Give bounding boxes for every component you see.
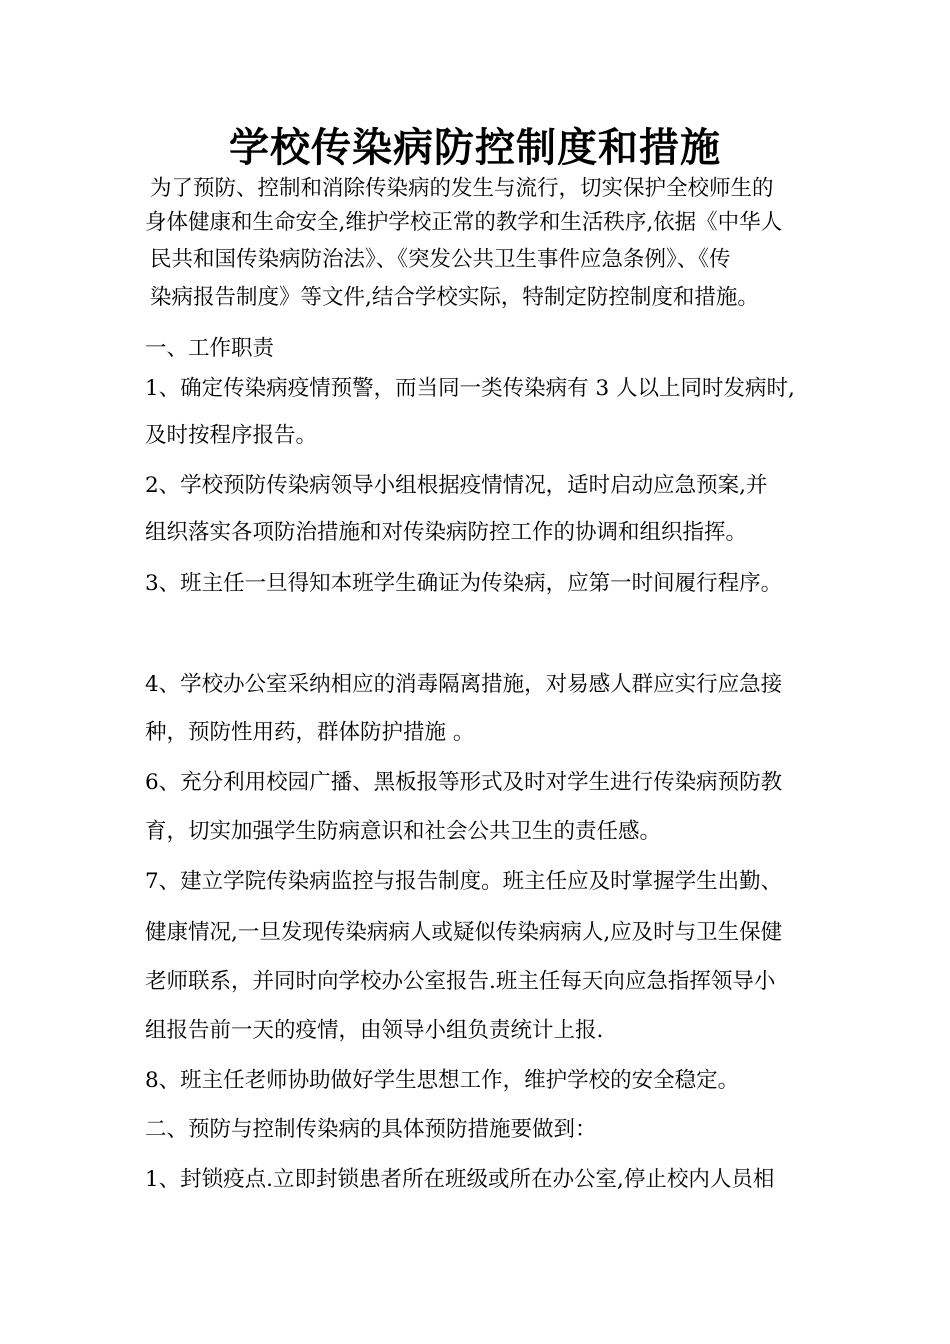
paragraph-line: 3、班主任一旦得知本班学生确证为传染病，应第一时间履行程序。 (145, 571, 783, 596)
paragraph-line: 7、建立学院传染病监控与报告制度。班主任应及时掌握学生出勤、 (145, 869, 783, 894)
intro-line: 民共和国传染病防治法》、《突发公共卫生事件应急条例》、《传 (150, 247, 731, 272)
paragraph-line: 健康情况,一旦发现传染病病人或疑似传染病病人,应及时与卫生保健 (145, 920, 783, 945)
intro-line: 染病报告制度》等文件,结合学校实际，特制定防控制度和措施。 (150, 285, 759, 310)
paragraph-line: 1、封锁疫点.立即封锁患者所在班级或所在办公室,停止校内人员相 (145, 1167, 775, 1192)
paragraph-line: 老师联系，并同时向学校办公室报告.班主任每天向应急指挥领导小 (145, 969, 776, 994)
paragraph-line: 2、学校预防传染病领导小组根据疫情情况，适时启动应急预案,并 (145, 473, 768, 498)
section-heading: 二、预防与控制传染病的具体预防措施要做到： (145, 1117, 597, 1142)
paragraph-line: 4、学校办公室采纳相应的消毒隔离措施，对易感人群应实行应急接 (145, 672, 783, 697)
paragraph-line: 1、确定传染病疫情预警，而当同一类传染病有 3 人以上同时发病时, (145, 376, 795, 401)
intro-line: 为了预防、控制和消除传染病的发生与流行，切实保护全校师生的 (150, 176, 774, 201)
paragraph-line: 种，预防性用药，群体防护措施 。 (145, 720, 475, 745)
paragraph-line: 育，切实加强学生防病意识和社会公共卫生的责任感。 (145, 819, 662, 844)
intro-line: 身体健康和生命安全,维护学校正常的教学和生活秩序,依据《中华人 (145, 210, 783, 235)
section-heading: 一、工作职责 (145, 336, 275, 361)
paragraph-line: 及时按程序报告。 (145, 423, 318, 448)
paragraph-line: 8、班主任老师协助做好学生思想工作，维护学校的安全稳定。 (145, 1068, 740, 1093)
document-title: 学校传染病防控制度和措施 (229, 124, 721, 171)
paragraph-line: 组织落实各项防治措施和对传染病防控工作的协调和组织指挥。 (145, 520, 748, 545)
paragraph-line: 6、充分利用校园广播、黑板报等形式及时对学生进行传染病预防教 (145, 770, 783, 795)
paragraph-line: 组报告前一天的疫情，由领导小组负责统计上报. (145, 1018, 604, 1043)
